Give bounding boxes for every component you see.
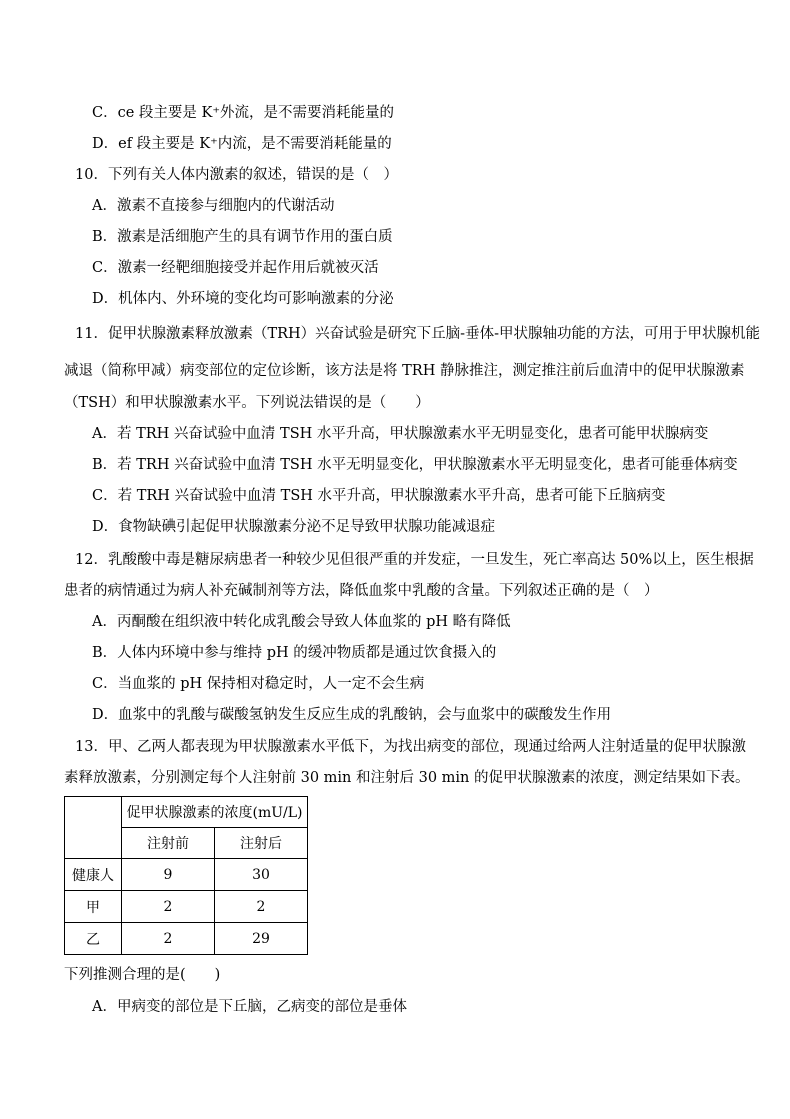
q12-option-b: B．人体内环境中参与维持 pH 的缓冲物质都是通过饮食摄入的 bbox=[92, 645, 497, 661]
table-col-before: 注射前 bbox=[122, 828, 215, 859]
q13-prompt: 下列推测合理的是( ) bbox=[64, 967, 221, 983]
q10-option-c: C．激素一经靶细胞接受并起作用后就被灭活 bbox=[92, 260, 379, 276]
q12-option-a: A．丙酮酸在组织液中转化成乳酸会导致人体血浆的 pH 略有降低 bbox=[92, 614, 511, 630]
table-corner-cell bbox=[65, 797, 122, 859]
q10-option-d: D．机体内、外环境的变化均可影响激素的分泌 bbox=[92, 291, 394, 307]
q12-stem-line-2: 患者的病情通过为病人补充碱制剂等方法，降低血浆中乳酸的含量。下列叙述正确的是（ ） bbox=[64, 583, 659, 599]
q11-stem-line-3: （TSH）和甲状腺激素水平。下列说法错误的是（ ） bbox=[64, 395, 430, 411]
q13-stem-line-2: 素释放激素，分别测定每个人注射前 30 min 和注射后 30 min 的促甲状腺激素的浓度，测定结果如下表。 bbox=[64, 770, 750, 786]
q11-option-b: B．若 TRH 兴奋试验中血清 TSH 水平无明显变化，甲状腺激素水平无明显变化，患者可能垂体病变 bbox=[92, 457, 738, 473]
q11-option-d: D．食物缺碘引起促甲状腺激素分泌不足导致甲状腺功能减退症 bbox=[92, 519, 496, 535]
cell-before: 2 bbox=[122, 891, 215, 923]
q11-stem-line-2: 减退（简称甲减）病变部位的定位诊断，该方法是将 TRH 静脉推注，测定推注前后血清中的促甲状腺激素 bbox=[64, 363, 745, 379]
q10-option-b: B．激素是活细胞产生的具有调节作用的蛋白质 bbox=[92, 229, 393, 245]
q9-option-d: D．ef 段主要是 K⁺内流，是不需要消耗能量的 bbox=[92, 136, 392, 152]
cell-before: 9 bbox=[122, 859, 215, 891]
row-label: 甲 bbox=[65, 891, 122, 923]
table-row bbox=[65, 859, 308, 891]
table-row bbox=[65, 891, 308, 923]
cell-after: 2 bbox=[215, 891, 308, 923]
q10-option-a: A．激素不直接参与细胞内的代谢活动 bbox=[92, 198, 335, 214]
q11-option-c: C．若 TRH 兴奋试验中血清 TSH 水平升高，甲状腺激素水平升高，患者可能下丘脑病变 bbox=[92, 488, 666, 504]
cell-after: 29 bbox=[215, 923, 308, 955]
row-label: 乙 bbox=[65, 923, 122, 955]
q9-option-c: C．ce 段主要是 K⁺外流，是不需要消耗能量的 bbox=[92, 105, 394, 121]
row-label: 健康人 bbox=[65, 859, 122, 891]
table-col-after: 注射后 bbox=[215, 828, 308, 859]
q12-option-c: C．当血浆的 pH 保持相对稳定时，人一定不会生病 bbox=[92, 676, 425, 692]
cell-after: 30 bbox=[215, 859, 308, 891]
q10-stem: 10．下列有关人体内激素的叙述，错误的是（ ） bbox=[75, 167, 398, 183]
cell-before: 2 bbox=[122, 923, 215, 955]
q11-stem-line-1: 11．促甲状腺激素释放激素（TRH）兴奋试验是研究下丘脑-垂体-甲状腺轴功能的方法，可用于甲状腺机能 bbox=[75, 326, 760, 342]
q13-stem-line-1: 13．甲、乙两人都表现为甲状腺激素水平低下，为找出病变的部位，现通过给两人注射适量的促甲状腺激 bbox=[75, 739, 746, 755]
hormone-concentration-table bbox=[64, 796, 308, 955]
q11-option-a: A．若 TRH 兴奋试验中血清 TSH 水平升高，甲状腺激素水平无明显变化，患者可能甲状腺病变 bbox=[92, 426, 709, 442]
q12-option-d: D．血浆中的乳酸与碳酸氢钠发生反应生成的乳酸钠，会与血浆中的碳酸发生作用 bbox=[92, 707, 612, 723]
q12-stem-line-1: 12．乳酸酸中毒是糖尿病患者一种较少见但很严重的并发症，一旦发生，死亡率高达 50%以上，医生根据 bbox=[75, 552, 754, 568]
table-group-header: 促甲状腺激素的浓度(mU/L) bbox=[122, 797, 308, 828]
q13-option-a: A．甲病变的部位是下丘脑，乙病变的部位是垂体 bbox=[92, 999, 407, 1015]
table-row bbox=[65, 923, 308, 955]
